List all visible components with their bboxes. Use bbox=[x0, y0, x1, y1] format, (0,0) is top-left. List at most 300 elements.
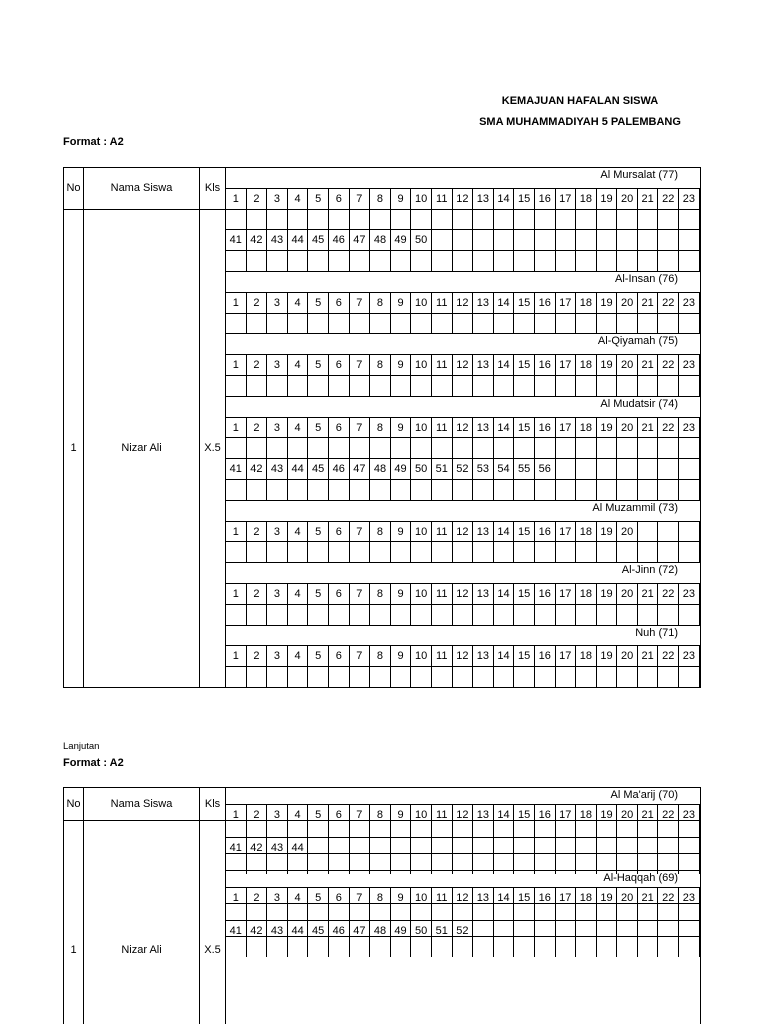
verse-check-row bbox=[226, 479, 700, 500]
verse-empty-cell bbox=[453, 936, 474, 957]
verse-number-cell: 21 bbox=[638, 583, 659, 604]
verse-number-cell: 1 bbox=[226, 417, 247, 438]
verse-number-cell: 15 bbox=[514, 354, 535, 375]
verse-number-cell: 20 bbox=[617, 887, 638, 908]
verse-number-row bbox=[226, 458, 700, 479]
verse-number-cell: 22 bbox=[658, 188, 679, 209]
verse-empty-cell bbox=[267, 666, 288, 687]
verse-number-cell: 3 bbox=[267, 188, 288, 209]
verse-empty-cell bbox=[617, 437, 638, 458]
verse-number-cell: 10 bbox=[411, 645, 432, 666]
verse-empty-cell bbox=[658, 604, 679, 625]
verse-empty-cell bbox=[494, 853, 515, 874]
verse-number-cell: 2 bbox=[247, 887, 268, 908]
verse-empty-cell bbox=[288, 936, 309, 957]
verse-number-cell: 22 bbox=[658, 417, 679, 438]
verse-number-cell: 15 bbox=[514, 292, 535, 313]
verse-empty-cell bbox=[617, 375, 638, 396]
verse-empty-cell bbox=[638, 437, 659, 458]
verse-empty-cell bbox=[658, 541, 679, 562]
verse-number-cell: 11 bbox=[432, 188, 453, 209]
header-no: No bbox=[66, 182, 81, 194]
verse-empty-cell bbox=[432, 479, 453, 500]
verse-empty-cell bbox=[247, 375, 268, 396]
verse-empty-cell bbox=[308, 541, 329, 562]
verse-number-cell: 44 bbox=[288, 920, 309, 941]
verse-number-cell: 14 bbox=[494, 645, 515, 666]
verse-empty-cell bbox=[617, 479, 638, 500]
verse-number-row bbox=[226, 354, 700, 375]
verse-empty-cell bbox=[597, 229, 618, 250]
verse-empty-cell bbox=[679, 229, 700, 250]
verse-number-cell: 21 bbox=[638, 188, 659, 209]
verse-number-cell: 7 bbox=[350, 521, 371, 542]
verse-number-cell: 12 bbox=[453, 521, 474, 542]
verse-number-cell: 11 bbox=[432, 521, 453, 542]
verse-empty-cell bbox=[350, 604, 371, 625]
verse-number-cell: 48 bbox=[370, 920, 391, 941]
verse-empty-cell bbox=[370, 437, 391, 458]
verse-empty-cell bbox=[597, 313, 618, 334]
verse-empty-cell bbox=[535, 250, 556, 271]
verse-number-cell: 16 bbox=[535, 887, 556, 908]
verse-number-cell: 2 bbox=[247, 354, 268, 375]
verse-number-cell: 3 bbox=[267, 645, 288, 666]
verse-number-cell: 42 bbox=[247, 458, 268, 479]
verse-empty-cell bbox=[411, 604, 432, 625]
verse-empty-cell bbox=[473, 936, 494, 957]
verse-number-cell: 12 bbox=[453, 188, 474, 209]
verse-number-cell: 8 bbox=[370, 583, 391, 604]
verse-number-cell: 8 bbox=[370, 188, 391, 209]
verse-number-cell: 20 bbox=[617, 417, 638, 438]
verse-empty-cell bbox=[494, 666, 515, 687]
verse-empty-cell bbox=[679, 458, 700, 479]
verse-empty-cell bbox=[432, 250, 453, 271]
verse-empty-cell bbox=[226, 479, 247, 500]
verse-empty-cell bbox=[638, 604, 659, 625]
verse-number-cell: 18 bbox=[576, 188, 597, 209]
verse-empty-cell bbox=[247, 250, 268, 271]
verse-number-cell: 4 bbox=[288, 645, 309, 666]
verse-empty-cell bbox=[473, 229, 494, 250]
verse-empty-cell bbox=[288, 479, 309, 500]
verse-number-cell: 4 bbox=[288, 887, 309, 908]
verse-empty-cell bbox=[576, 375, 597, 396]
verse-empty-cell bbox=[638, 250, 659, 271]
verse-empty-cell bbox=[535, 375, 556, 396]
verse-number-cell: 45 bbox=[308, 458, 329, 479]
verse-number-row bbox=[226, 583, 700, 604]
verse-empty-cell bbox=[391, 604, 412, 625]
verse-check-row bbox=[226, 375, 700, 396]
verse-empty-cell bbox=[514, 437, 535, 458]
verse-number-cell: 11 bbox=[432, 804, 453, 825]
surah-label: Al Ma'arij (70) bbox=[610, 789, 678, 801]
verse-empty-cell bbox=[329, 853, 350, 874]
verse-empty-cell bbox=[411, 313, 432, 334]
verse-number-cell: 23 bbox=[679, 645, 700, 666]
verse-number-cell: 6 bbox=[329, 521, 350, 542]
verse-empty-cell bbox=[247, 313, 268, 334]
grid-line bbox=[226, 870, 700, 871]
verse-number-cell: 2 bbox=[247, 417, 268, 438]
divider-no bbox=[83, 787, 84, 1024]
verse-empty-cell bbox=[391, 375, 412, 396]
verse-empty-cell bbox=[638, 313, 659, 334]
verse-empty-cell bbox=[679, 936, 700, 957]
verse-empty-cell bbox=[514, 313, 535, 334]
verse-number-cell: 14 bbox=[494, 354, 515, 375]
verse-empty-cell bbox=[288, 541, 309, 562]
verse-check-row bbox=[226, 250, 700, 271]
verse-empty-cell bbox=[226, 541, 247, 562]
header-kls: Kls bbox=[204, 797, 221, 810]
verse-empty-cell bbox=[514, 604, 535, 625]
verse-number-cell: 42 bbox=[247, 229, 268, 250]
verse-empty-cell bbox=[494, 437, 515, 458]
verse-empty-cell bbox=[638, 229, 659, 250]
verse-empty-cell bbox=[679, 313, 700, 334]
verse-empty-cell bbox=[494, 375, 515, 396]
verse-empty-cell bbox=[638, 375, 659, 396]
verse-number-cell: 12 bbox=[453, 354, 474, 375]
verse-empty-cell bbox=[597, 437, 618, 458]
verse-empty-cell bbox=[597, 458, 618, 479]
verse-number-cell: 5 bbox=[308, 887, 329, 908]
verse-empty-cell bbox=[350, 209, 371, 230]
verse-empty-cell bbox=[432, 604, 453, 625]
verse-empty-cell bbox=[514, 250, 535, 271]
verse-number-cell: 23 bbox=[679, 292, 700, 313]
verse-number-cell: 8 bbox=[370, 887, 391, 908]
verse-empty-cell bbox=[514, 936, 535, 957]
verse-number-cell: 17 bbox=[556, 354, 577, 375]
verse-number-cell: 11 bbox=[432, 645, 453, 666]
verse-number-cell: 23 bbox=[679, 887, 700, 908]
verse-number-cell: 20 bbox=[617, 645, 638, 666]
verse-empty-cell bbox=[267, 541, 288, 562]
verse-empty-cell bbox=[267, 479, 288, 500]
verse-number-cell: 3 bbox=[267, 887, 288, 908]
verse-empty-cell bbox=[329, 541, 350, 562]
header-name: Nama Siswa bbox=[110, 182, 173, 194]
verse-number-cell: 23 bbox=[679, 583, 700, 604]
verse-empty-cell bbox=[370, 853, 391, 874]
verse-number-cell: 44 bbox=[288, 229, 309, 250]
verse-number-cell: 1 bbox=[226, 887, 247, 908]
verse-number-cell: 43 bbox=[267, 458, 288, 479]
verse-empty-cell bbox=[597, 541, 618, 562]
verse-number-cell: 23 bbox=[679, 804, 700, 825]
verse-empty-cell bbox=[638, 209, 659, 230]
verse-number-cell: 17 bbox=[556, 417, 577, 438]
verse-number-row bbox=[226, 417, 700, 438]
verse-number-cell: 2 bbox=[247, 521, 268, 542]
divider-name bbox=[199, 787, 200, 1024]
verse-number-cell: 18 bbox=[576, 583, 597, 604]
verse-number-cell: 1 bbox=[226, 354, 247, 375]
verse-empty-cell bbox=[556, 541, 577, 562]
verse-empty-cell bbox=[391, 541, 412, 562]
verse-empty-cell bbox=[453, 541, 474, 562]
verse-empty-cell bbox=[556, 250, 577, 271]
student-no: 1 bbox=[70, 442, 77, 454]
verse-empty-cell bbox=[391, 437, 412, 458]
verse-number-cell: 52 bbox=[453, 920, 474, 941]
verse-number-cell: 51 bbox=[432, 458, 453, 479]
verse-empty-cell bbox=[226, 936, 247, 957]
verse-empty-cell bbox=[453, 437, 474, 458]
verse-number-cell: 43 bbox=[267, 837, 288, 858]
verse-number-cell: 49 bbox=[391, 229, 412, 250]
grid-line bbox=[226, 500, 700, 501]
surah-label: Al Muzammil (73) bbox=[592, 501, 678, 514]
verse-number-cell: 14 bbox=[494, 292, 515, 313]
verse-number-cell: 13 bbox=[473, 804, 494, 825]
verse-number-cell: 43 bbox=[267, 229, 288, 250]
verse-number-cell: 19 bbox=[597, 188, 618, 209]
verse-empty-cell bbox=[658, 521, 679, 542]
verse-empty-cell bbox=[432, 666, 453, 687]
verse-number-cell: 47 bbox=[350, 229, 371, 250]
verse-number-cell: 6 bbox=[329, 645, 350, 666]
verse-empty-cell bbox=[288, 209, 309, 230]
verse-number-cell: 5 bbox=[308, 417, 329, 438]
verse-number-cell: 20 bbox=[617, 188, 638, 209]
verse-number-cell: 4 bbox=[288, 521, 309, 542]
verse-number-cell: 15 bbox=[514, 417, 535, 438]
verse-empty-cell bbox=[370, 604, 391, 625]
verse-empty-cell bbox=[473, 541, 494, 562]
verse-empty-cell bbox=[247, 541, 268, 562]
verse-number-cell: 12 bbox=[453, 417, 474, 438]
verse-number-cell: 17 bbox=[556, 292, 577, 313]
verse-empty-cell bbox=[370, 479, 391, 500]
verse-number-cell: 5 bbox=[308, 804, 329, 825]
verse-number-cell: 22 bbox=[658, 645, 679, 666]
verse-number-cell: 2 bbox=[247, 292, 268, 313]
verse-empty-cell bbox=[679, 541, 700, 562]
verse-empty-cell bbox=[432, 209, 453, 230]
verse-empty-cell bbox=[432, 936, 453, 957]
verse-empty-cell bbox=[597, 375, 618, 396]
verse-empty-cell bbox=[658, 437, 679, 458]
verse-empty-cell bbox=[556, 313, 577, 334]
verse-empty-cell bbox=[556, 666, 577, 687]
verse-empty-cell bbox=[391, 666, 412, 687]
verse-empty-cell bbox=[556, 437, 577, 458]
verse-number-cell: 5 bbox=[308, 188, 329, 209]
verse-empty-cell bbox=[679, 479, 700, 500]
grid-line bbox=[226, 271, 700, 272]
verse-empty-cell bbox=[432, 437, 453, 458]
verse-empty-cell bbox=[370, 541, 391, 562]
verse-number-row bbox=[226, 188, 700, 209]
verse-number-cell: 2 bbox=[247, 804, 268, 825]
verse-empty-cell bbox=[247, 209, 268, 230]
verse-number-cell: 46 bbox=[329, 458, 350, 479]
verse-number-cell: 13 bbox=[473, 417, 494, 438]
verse-number-cell: 6 bbox=[329, 292, 350, 313]
verse-number-cell: 9 bbox=[391, 417, 412, 438]
verse-empty-cell bbox=[658, 666, 679, 687]
surah-label: Al Mursalat (77) bbox=[600, 169, 678, 181]
verse-number-cell: 16 bbox=[535, 583, 556, 604]
verse-empty-cell bbox=[226, 666, 247, 687]
verse-number-cell: 18 bbox=[576, 354, 597, 375]
verse-number-cell: 13 bbox=[473, 645, 494, 666]
verse-empty-cell bbox=[638, 936, 659, 957]
verse-number-cell: 13 bbox=[473, 521, 494, 542]
verse-number-cell: 9 bbox=[391, 188, 412, 209]
verse-empty-cell bbox=[617, 604, 638, 625]
verse-number-cell: 7 bbox=[350, 804, 371, 825]
verse-empty-cell bbox=[308, 250, 329, 271]
verse-empty-cell bbox=[329, 437, 350, 458]
verse-empty-cell bbox=[288, 313, 309, 334]
verse-number-cell: 50 bbox=[411, 920, 432, 941]
verse-number-cell: 14 bbox=[494, 887, 515, 908]
surah-label: Al-Haqqah (69) bbox=[603, 872, 678, 884]
verse-number-cell: 45 bbox=[308, 229, 329, 250]
verse-empty-cell bbox=[453, 209, 474, 230]
grid-line bbox=[226, 396, 700, 397]
verse-empty-cell bbox=[514, 853, 535, 874]
verse-empty-cell bbox=[658, 936, 679, 957]
verse-number-cell: 4 bbox=[288, 354, 309, 375]
verse-empty-cell bbox=[638, 541, 659, 562]
verse-empty-cell bbox=[494, 479, 515, 500]
verse-empty-cell bbox=[473, 375, 494, 396]
verse-empty-cell bbox=[679, 209, 700, 230]
verse-number-cell: 16 bbox=[535, 188, 556, 209]
verse-number-cell: 15 bbox=[514, 583, 535, 604]
verse-number-cell: 1 bbox=[226, 804, 247, 825]
verse-number-cell: 41 bbox=[226, 920, 247, 941]
verse-empty-cell bbox=[514, 666, 535, 687]
verse-empty-cell bbox=[350, 437, 371, 458]
verse-empty-cell bbox=[411, 936, 432, 957]
verse-empty-cell bbox=[679, 666, 700, 687]
verse-number-cell: 16 bbox=[535, 521, 556, 542]
verse-empty-cell bbox=[576, 313, 597, 334]
verse-empty-cell bbox=[411, 541, 432, 562]
verse-empty-cell bbox=[617, 209, 638, 230]
verse-number-cell: 16 bbox=[535, 417, 556, 438]
verse-number-cell: 15 bbox=[514, 887, 535, 908]
verse-number-cell: 19 bbox=[597, 804, 618, 825]
student-kls: X.5 bbox=[204, 944, 221, 956]
verse-number-cell: 7 bbox=[350, 645, 371, 666]
verse-empty-cell bbox=[329, 604, 350, 625]
verse-empty-cell bbox=[638, 521, 659, 542]
verse-number-cell: 14 bbox=[494, 583, 515, 604]
verse-empty-cell bbox=[556, 936, 577, 957]
header-no: No bbox=[66, 797, 81, 810]
verse-empty-cell bbox=[658, 209, 679, 230]
verse-empty-cell bbox=[556, 229, 577, 250]
verse-number-cell: 9 bbox=[391, 354, 412, 375]
verse-number-cell: 5 bbox=[308, 354, 329, 375]
verse-empty-cell bbox=[308, 853, 329, 874]
verse-empty-cell bbox=[267, 375, 288, 396]
verse-number-cell: 12 bbox=[453, 804, 474, 825]
verse-empty-cell bbox=[576, 604, 597, 625]
verse-empty-cell bbox=[556, 375, 577, 396]
verse-check-row bbox=[226, 666, 700, 687]
verse-number-cell: 50 bbox=[411, 229, 432, 250]
verse-number-cell: 44 bbox=[288, 837, 309, 858]
verse-empty-cell bbox=[391, 479, 412, 500]
verse-number-cell: 4 bbox=[288, 583, 309, 604]
verse-empty-cell bbox=[267, 604, 288, 625]
verse-empty-cell bbox=[556, 458, 577, 479]
verse-empty-cell bbox=[267, 250, 288, 271]
verse-empty-cell bbox=[308, 437, 329, 458]
verse-empty-cell bbox=[391, 250, 412, 271]
verse-empty-cell bbox=[514, 229, 535, 250]
verse-empty-cell bbox=[535, 666, 556, 687]
verse-empty-cell bbox=[329, 375, 350, 396]
verse-empty-cell bbox=[617, 666, 638, 687]
verse-empty-cell bbox=[473, 479, 494, 500]
verse-empty-cell bbox=[453, 853, 474, 874]
verse-empty-cell bbox=[267, 209, 288, 230]
verse-number-cell: 48 bbox=[370, 229, 391, 250]
verse-empty-cell bbox=[350, 250, 371, 271]
verse-empty-cell bbox=[411, 209, 432, 230]
verse-number-cell: 21 bbox=[638, 804, 659, 825]
verse-number-cell: 49 bbox=[391, 458, 412, 479]
verse-number-cell: 3 bbox=[267, 292, 288, 313]
verse-empty-cell bbox=[473, 437, 494, 458]
verse-empty-cell bbox=[494, 313, 515, 334]
verse-empty-cell bbox=[576, 437, 597, 458]
verse-check-row bbox=[226, 313, 700, 334]
student-name: Nizar Ali bbox=[121, 442, 162, 454]
verse-empty-cell bbox=[308, 666, 329, 687]
verse-empty-cell bbox=[247, 666, 268, 687]
verse-empty-cell bbox=[432, 313, 453, 334]
verse-number-cell: 53 bbox=[473, 458, 494, 479]
verse-number-cell: 6 bbox=[329, 354, 350, 375]
verse-empty-cell bbox=[494, 936, 515, 957]
verse-empty-cell bbox=[576, 229, 597, 250]
verse-check-row bbox=[226, 541, 700, 562]
verse-number-cell: 13 bbox=[473, 354, 494, 375]
verse-number-cell: 8 bbox=[370, 417, 391, 438]
verse-number-cell: 3 bbox=[267, 804, 288, 825]
verse-empty-cell bbox=[658, 313, 679, 334]
verse-number-cell: 18 bbox=[576, 645, 597, 666]
verse-number-cell: 19 bbox=[597, 354, 618, 375]
verse-empty-cell bbox=[308, 604, 329, 625]
verse-empty-cell bbox=[411, 666, 432, 687]
verse-number-cell: 6 bbox=[329, 417, 350, 438]
format-label-2: Format : A2 bbox=[63, 757, 124, 769]
verse-number-cell: 13 bbox=[473, 887, 494, 908]
verse-empty-cell bbox=[453, 250, 474, 271]
note-continuation: Lanjutan bbox=[63, 741, 100, 752]
verse-empty-cell bbox=[535, 853, 556, 874]
verse-number-cell: 16 bbox=[535, 645, 556, 666]
verse-empty-cell bbox=[350, 541, 371, 562]
verse-empty-cell bbox=[535, 313, 556, 334]
verse-empty-cell bbox=[226, 250, 247, 271]
verse-empty-cell bbox=[308, 479, 329, 500]
verse-number-cell: 22 bbox=[658, 887, 679, 908]
